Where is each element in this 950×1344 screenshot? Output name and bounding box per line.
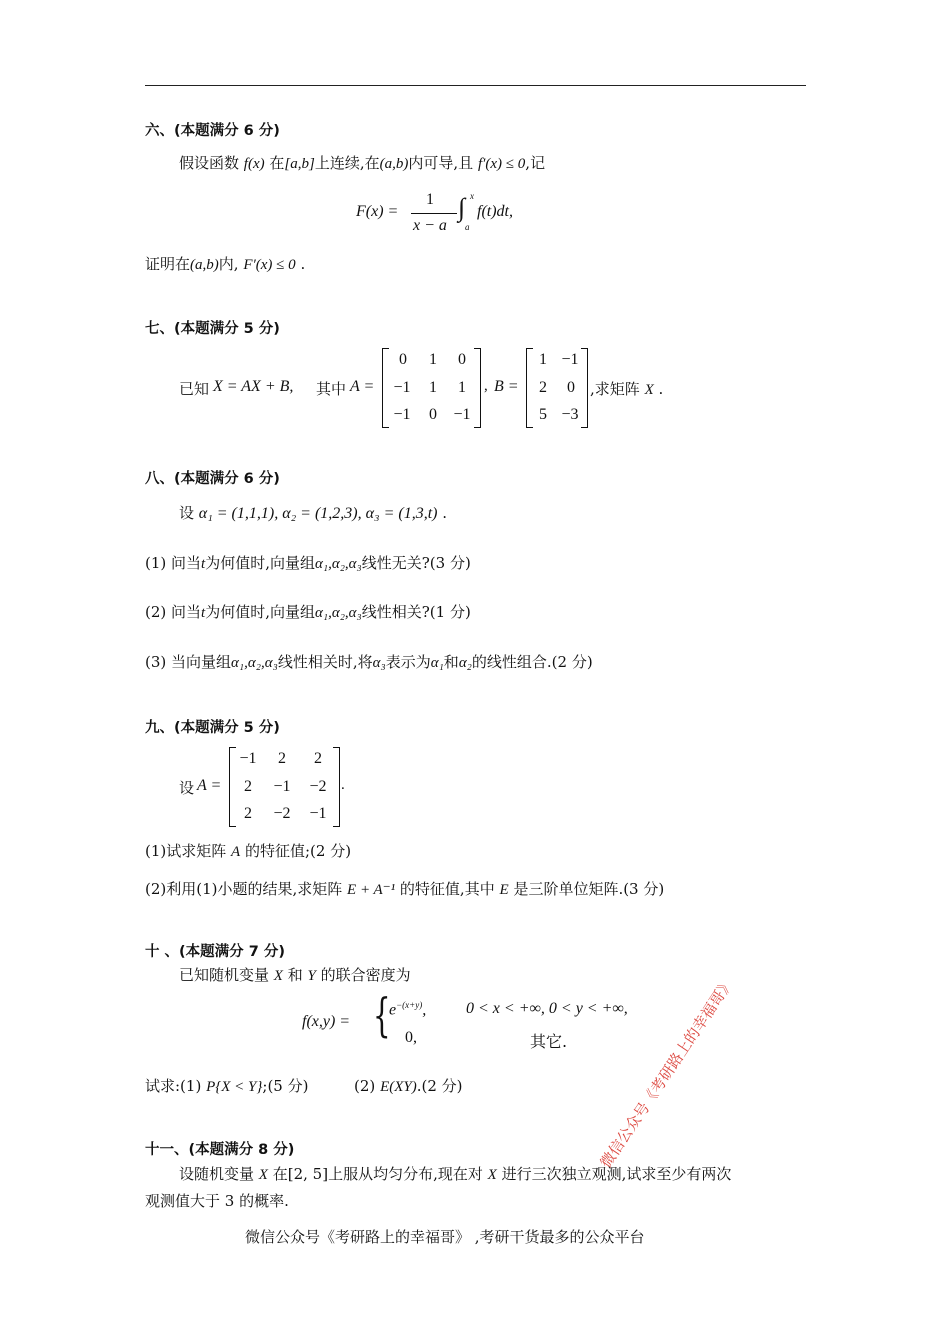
watermark-stamp: 微信公众号《考研路上的幸福哥》 [596, 974, 738, 1172]
q10-case1-comma: , [422, 1001, 427, 1019]
q8-p2-t: t [201, 605, 206, 621]
q10-ask-P: P{X < Y} [206, 1079, 263, 1095]
q8-part2 [145, 601, 471, 622]
q11-line1 [179, 1163, 731, 1184]
q8-p1-b: 为何值时,向量组 [205, 554, 315, 572]
q11-header: 十一、(本题满分 8 分) [145, 1142, 295, 1158]
q10-header: 十 、(本题满分 7 分) [145, 944, 285, 960]
matrix-cell: 2 [539, 379, 547, 396]
matrix-cell: −1 [453, 406, 471, 423]
q9-p2-E: E [499, 882, 509, 898]
q10-given [179, 964, 411, 985]
q10-case1-e: e [389, 1001, 397, 1019]
q7-ask: ,求矩阵 [590, 380, 640, 398]
matrix-cell: −3 [561, 406, 579, 423]
q10-case1-exponent: −(x+y) [396, 1000, 423, 1010]
q6-prove-cond: F′(x) ≤ 0 [243, 257, 296, 273]
q9-matrix-A [229, 747, 340, 827]
q8-p1-t: t [201, 556, 206, 572]
q10-ask-a: 试求:(1) [145, 1077, 202, 1095]
q6-interval-closed: [a,b] [284, 156, 315, 172]
q6-text-b: 在 [269, 154, 285, 172]
matrix-cell: 0 [399, 351, 407, 368]
matrix-cell: −1 [393, 406, 411, 423]
matrix-cell: 1 [429, 379, 437, 396]
q8-p1-a: 问当 [171, 554, 202, 572]
q8-given [179, 502, 447, 523]
q8-p3-alpha1: α₁ [430, 655, 444, 671]
footer-text: 微信公众号《考研路上的幸福哥》 ,考研干货最多的公众平台 [245, 1228, 645, 1246]
q7-equation: X = AX + B, [213, 378, 294, 395]
q10-ask-d: .(2 分) [416, 1077, 463, 1095]
q6-F-denominator: x − a [413, 217, 447, 234]
q9-end: . [341, 777, 345, 793]
q6-fraction-bar [411, 213, 457, 214]
q8-part3 [145, 651, 593, 672]
q6-text-e: ,记 [525, 154, 546, 172]
matrix-cell: 5 [539, 406, 547, 423]
q8-p2-c: 线性相关?(1 分) [361, 603, 471, 621]
q6-integral-sign: ∫ [458, 193, 466, 222]
q10-ask-b: ;(5 分) [262, 1077, 309, 1095]
q6-F-numerator: 1 [426, 191, 434, 208]
q8-p3-num: (3) [145, 653, 167, 671]
q8-p3-a: 当向量组 [171, 653, 232, 671]
q10-X: X [273, 968, 283, 984]
q7-text-a: 已知 [179, 380, 210, 398]
q6-premise [179, 152, 545, 173]
q11-X: X [258, 1167, 268, 1183]
q10-case2-cond: 其它. [530, 1032, 568, 1051]
matrix-cell: 1 [429, 351, 437, 368]
q6-text-d: 内可导,且 [408, 154, 474, 172]
q9-p1-a: (1)试求矩阵 [145, 842, 227, 860]
q6-condition: f′(x) ≤ 0 [477, 156, 526, 172]
matrix-cell: −1 [239, 750, 257, 767]
q8-end: . [442, 504, 448, 522]
q8-text-a: 设 [179, 504, 195, 522]
q6-prove-end: . [300, 255, 306, 273]
q6-integrand: f(t)dt, [477, 203, 513, 220]
q10-case2-value: 0, [405, 1029, 417, 1046]
q6-prove [145, 253, 305, 274]
q8-p2-a: 问当 [171, 603, 202, 621]
q11-text-b: 在[2, 5]上服从均匀分布,现在对 [272, 1165, 483, 1183]
q6-prove-a: 证明在 [145, 255, 191, 273]
q10-text-b: 和 [287, 966, 303, 984]
q8-p3-d: 和 [443, 653, 459, 671]
q7-matrix-B [526, 348, 588, 428]
q10-case1-value [389, 1000, 426, 1019]
matrix-cell: 2 [278, 750, 286, 767]
q9-A-label: A = [197, 777, 222, 794]
q8-p3-b: 线性相关时,将 [277, 653, 373, 671]
q9-part2 [145, 878, 664, 899]
q6-interval-open: (a,b) [379, 156, 409, 172]
q8-p3-set: α₁,α₂,α₃ [231, 655, 278, 671]
q11-text-c: 进行三次独立观测,试求至少有两次 [501, 1165, 732, 1183]
q9-p2-a: (2)利用(1)小题的结果,求矩阵 [145, 880, 343, 898]
q6-text-a: 假设函数 [179, 154, 240, 172]
q7-text-b: 其中 [316, 380, 347, 398]
q6-header: 六、(本题满分 6 分) [145, 123, 280, 139]
q10-ask-E: E(XY) [380, 1079, 417, 1095]
q8-p2-b: 为何值时,向量组 [205, 603, 315, 621]
q8-p3-alpha3: α₃ [372, 655, 386, 671]
matrix-cell: 0 [567, 379, 575, 396]
q6-F-lhs: F(x) = [356, 203, 399, 220]
q7-X: X [644, 382, 654, 398]
q9-p2-c: 是三阶单位矩阵.(3 分) [513, 880, 665, 898]
matrix-cell: −1 [309, 805, 327, 822]
matrix-cell: −2 [309, 778, 327, 795]
q9-p2-b: 的特征值,其中 [399, 880, 495, 898]
matrix-cell: 0 [458, 351, 466, 368]
q10-text-a: 已知随机变量 [179, 966, 270, 984]
q11-text-a: 设随机变量 [179, 1165, 255, 1183]
q10-ask-c: (2) [354, 1077, 376, 1095]
matrix-cell: −1 [561, 351, 579, 368]
q9-header: 九、(本题满分 5 分) [145, 720, 280, 736]
q8-p1-c: 线性无关?(3 分) [361, 554, 471, 572]
q11-X2: X [487, 1167, 497, 1183]
q8-p1-set: α₁,α₂,α₃ [315, 556, 362, 572]
q9-part1 [145, 840, 351, 861]
matrix-cell: −1 [393, 379, 411, 396]
q10-Y: Y [307, 968, 316, 984]
q7-B-label: B = [494, 378, 519, 395]
q8-p3-alpha2: α₂ [458, 655, 472, 671]
q7-matrix-A [382, 348, 481, 428]
q7-comma: , [484, 378, 488, 394]
q10-f-lhs: f(x,y) = [302, 1013, 351, 1030]
q10-ask [145, 1075, 463, 1096]
q8-p1-num: (1) [145, 554, 167, 572]
matrix-cell: 0 [429, 406, 437, 423]
q6-fx: f(x) [243, 156, 265, 172]
q9-p1-A: A [231, 844, 241, 860]
q8-p2-set: α₁,α₂,α₃ [315, 605, 362, 621]
q8-p3-c: 表示为 [385, 653, 431, 671]
q8-p2-num: (2) [145, 603, 167, 621]
q7-header: 七、(本题满分 5 分) [145, 321, 280, 337]
q8-vectors: α₁ = (1,1,1), α₂ = (1,2,3), α₃ = (1,3,t) [198, 505, 438, 522]
q7-end: . [658, 380, 664, 398]
q11-line2: 观测值大于 3 的概率. [145, 1192, 289, 1210]
q9-p2-expr: E + A⁻¹ [347, 882, 396, 898]
q6-prove-b: 内, [218, 255, 239, 273]
q10-case1-cond: 0 < x < +∞, 0 < y < +∞, [466, 1000, 628, 1017]
matrix-cell: 2 [244, 778, 252, 795]
q7-text-c [590, 378, 663, 399]
matrix-cell: 1 [458, 379, 466, 396]
q9-p1-b: 的特征值;(2 分) [244, 842, 352, 860]
q10-text-c: 的联合密度为 [320, 966, 411, 984]
q6-text-c: 上连续,在 [314, 154, 380, 172]
matrix-cell: 2 [244, 805, 252, 822]
q8-p3-e: 的线性组合.(2 分) [471, 653, 593, 671]
matrix-cell: 1 [539, 351, 547, 368]
matrix-cell: 2 [314, 750, 322, 767]
top-rule [145, 85, 806, 86]
q7-A-label: A = [350, 378, 375, 395]
matrix-cell: −2 [273, 805, 291, 822]
q8-part1 [145, 552, 471, 573]
q10-left-brace: { [373, 988, 391, 1042]
matrix-cell: −1 [273, 778, 291, 795]
q6-integral-lower: a [465, 222, 470, 232]
q6-integral-upper: x [470, 191, 474, 201]
q6-prove-interval: (a,b) [190, 257, 219, 273]
q8-header: 八、(本题满分 6 分) [145, 471, 280, 487]
q9-text-a: 设 [179, 779, 195, 797]
